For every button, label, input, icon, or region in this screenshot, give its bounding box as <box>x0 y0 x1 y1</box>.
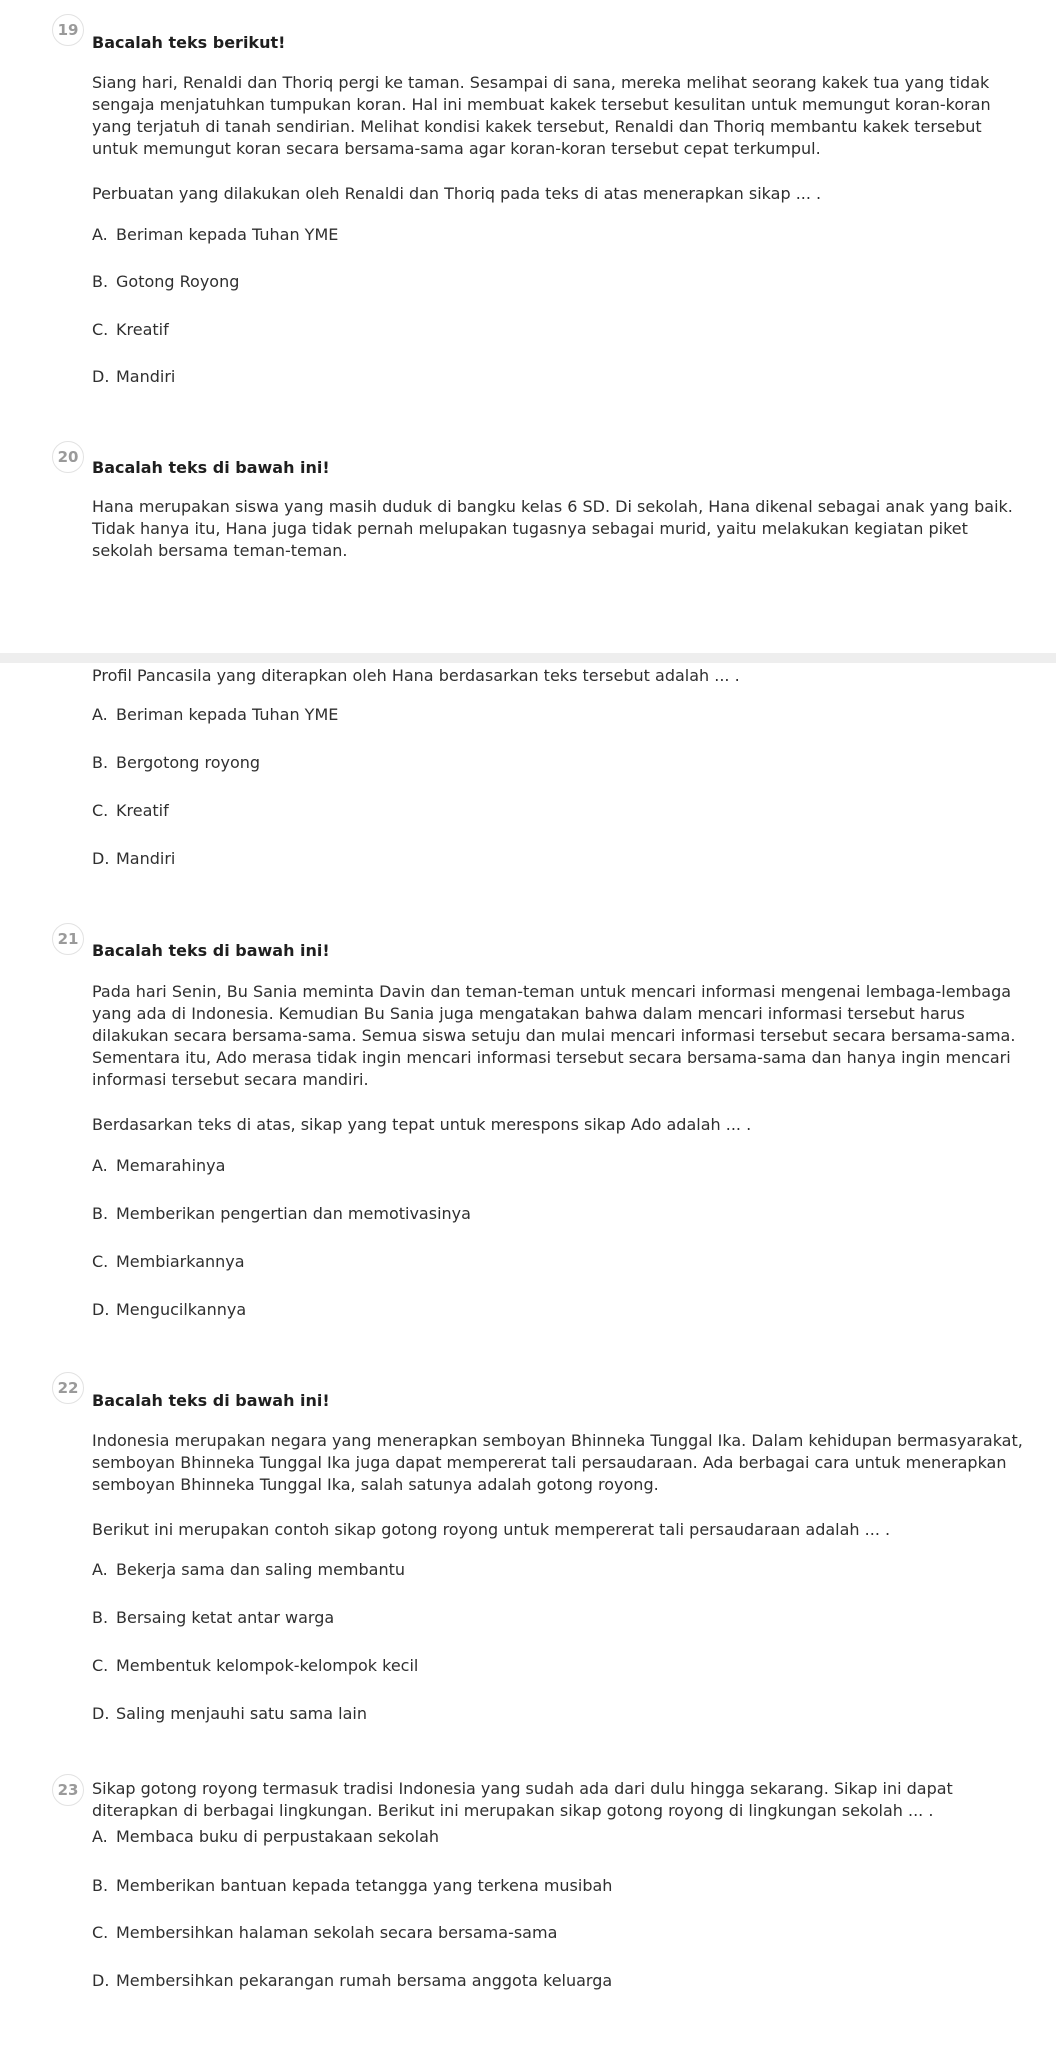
question-heading: Bacalah teks berikut! <box>92 33 286 52</box>
option-c[interactable] <box>92 800 169 822</box>
option-a[interactable] <box>92 1559 405 1581</box>
option-letter: D. <box>92 1300 110 1319</box>
option-text: Membaca buku di perpustakaan sekolah <box>116 1827 440 1846</box>
option-b[interactable] <box>92 1607 334 1629</box>
option-text: Bekerja sama dan saling membantu <box>116 1560 406 1579</box>
option-letter: B. <box>92 1608 109 1627</box>
option-letter: D. <box>92 367 110 386</box>
option-letter: D. <box>92 849 110 868</box>
option-d[interactable] <box>92 1970 612 1992</box>
option-text: Membentuk kelompok-kelompok kecil <box>116 1656 419 1675</box>
option-text: Kreatif <box>116 801 169 820</box>
option-text: Membersihkan halaman sekolah secara bersama-sama <box>116 1923 558 1942</box>
option-c[interactable] <box>92 319 169 341</box>
question-heading: Bacalah teks di bawah ini! <box>92 1391 330 1410</box>
option-a[interactable] <box>92 224 338 246</box>
question-number-badge: 23 <box>52 1774 84 1806</box>
option-text: Kreatif <box>116 320 169 339</box>
option-text: Mandiri <box>116 367 176 386</box>
option-letter: D. <box>92 1971 110 1990</box>
question-prompt: Profil Pancasila yang diterapkan oleh Hana berdasarkan teks tersebut adalah ... . <box>92 666 740 685</box>
option-c[interactable] <box>92 1655 418 1677</box>
option-a[interactable] <box>92 1826 439 1848</box>
option-b[interactable] <box>92 1203 471 1225</box>
option-b[interactable] <box>92 1875 612 1897</box>
option-letter: C. <box>92 320 109 339</box>
option-text: Memberikan pengertian dan memotivasinya <box>116 1204 471 1223</box>
option-letter: B. <box>92 272 109 291</box>
option-b[interactable] <box>92 271 239 293</box>
option-text: Beriman kepada Tuhan YME <box>116 225 339 244</box>
option-letter: C. <box>92 1252 109 1271</box>
question-prompt: Berdasarkan teks di atas, sikap yang tepat untuk merespons sikap Ado adalah ... . <box>92 1115 752 1134</box>
question-prompt: Berikut ini merupakan contoh sikap gotong royong untuk mempererat tali persaudaraan adalah ... . <box>92 1520 891 1539</box>
question-number-badge: 22 <box>52 1372 84 1404</box>
option-text: Membersihkan pekarangan rumah bersama anggota keluarga <box>116 1971 613 1990</box>
question-passage: Hana merupakan siswa yang masih duduk di bangku kelas 6 SD. Di sekolah, Hana dikenal sebagai anak yang baik. Tidak hanya itu, Hana juga tidak pernah melupakan tugasnya sebagai murid, yaitu melakukan kegiatan piket sekolah bersama teman-teman. <box>92 497 1013 560</box>
option-a[interactable] <box>92 1155 225 1177</box>
option-letter: A. <box>92 1156 108 1175</box>
option-letter: C. <box>92 1923 109 1942</box>
option-letter: C. <box>92 801 109 820</box>
question-number-badge: 19 <box>52 14 84 46</box>
option-letter: A. <box>92 225 108 244</box>
option-text: Gotong Royong <box>116 272 240 291</box>
option-a[interactable] <box>92 704 338 726</box>
option-d[interactable] <box>92 1299 246 1321</box>
option-text: Bersaing ketat antar warga <box>116 1608 335 1627</box>
option-letter: A. <box>92 1560 108 1579</box>
question-passage: Pada hari Senin, Bu Sania meminta Davin dan teman-teman untuk mencari informasi mengenai lembaga-lembaga yang ada di Indonesia. Kemudian Bu Sania juga mengatakan bahwa dalam mencari informasi tersebut harus dilakukan secara bersama-sama. Semua siswa setuju dan mulai mencari informasi tersebut secara bersama-sama. Sementara itu, Ado merasa tidak ingin mencari informasi tersebut secara bersama-sama dan hanya ingin mencari informasi tersebut secara mandiri. <box>92 982 1016 1089</box>
option-text: Bergotong royong <box>116 753 261 772</box>
option-text: Mandiri <box>116 849 176 868</box>
option-text: Mengucilkannya <box>116 1300 247 1319</box>
option-text: Memberikan bantuan kepada tetangga yang terkena musibah <box>116 1876 613 1895</box>
question-prompt: Perbuatan yang dilakukan oleh Renaldi dan Thoriq pada teks di atas menerapkan sikap ... . <box>92 184 822 203</box>
question-number-badge: 21 <box>52 923 84 955</box>
option-letter: D. <box>92 1704 110 1723</box>
question-prompt: Sikap gotong royong termasuk tradisi Indonesia yang sudah ada dari dulu hingga sekarang. Sikap ini dapat diterapkan di berbagai lingkungan. Berikut ini merupakan sikap gotong royong di lingkungan sekolah ... . <box>92 1779 953 1820</box>
option-d[interactable] <box>92 366 175 388</box>
page-break-divider <box>0 653 1056 663</box>
option-d[interactable] <box>92 1703 367 1725</box>
option-letter: A. <box>92 705 108 724</box>
question-passage: Siang hari, Renaldi dan Thoriq pergi ke taman. Sesampai di sana, mereka melihat seorang kakek tua yang tidak sengaja menjatuhkan tumpukan koran. Hal ini membuat kakek tersebut kesulitan untuk memungut koran-koran yang terjatuh di tanah sendirian. Melihat kondisi kakek tersebut, Renaldi dan Thoriq membantu kakek tersebut untuk memungut koran secara bersama-sama agar koran-koran tersebut cepat terkumpul. <box>92 73 991 158</box>
option-letter: A. <box>92 1827 108 1846</box>
option-d[interactable] <box>92 848 175 870</box>
option-text: Memarahinya <box>116 1156 226 1175</box>
option-text: Beriman kepada Tuhan YME <box>116 705 339 724</box>
option-text: Membiarkannya <box>116 1252 245 1271</box>
option-c[interactable] <box>92 1922 557 1944</box>
question-heading: Bacalah teks di bawah ini! <box>92 458 330 477</box>
option-text: Saling menjauhi satu sama lain <box>116 1704 367 1723</box>
option-letter: B. <box>92 1204 109 1223</box>
question-heading: Bacalah teks di bawah ini! <box>92 941 330 960</box>
option-letter: B. <box>92 1876 109 1895</box>
option-letter: C. <box>92 1656 109 1675</box>
option-letter: B. <box>92 753 109 772</box>
option-b[interactable] <box>92 752 260 774</box>
question-passage: Indonesia merupakan negara yang menerapkan semboyan Bhinneka Tunggal Ika. Dalam kehidupan bermasyarakat, semboyan Bhinneka Tunggal Ika juga dapat mempererat tali persaudaraan. Ada berbagai cara untuk menerapkan semboyan Bhinneka Tunggal Ika, salah satunya adalah gotong royong. <box>92 1431 1023 1494</box>
question-number-badge: 20 <box>52 441 84 473</box>
option-c[interactable] <box>92 1251 245 1273</box>
